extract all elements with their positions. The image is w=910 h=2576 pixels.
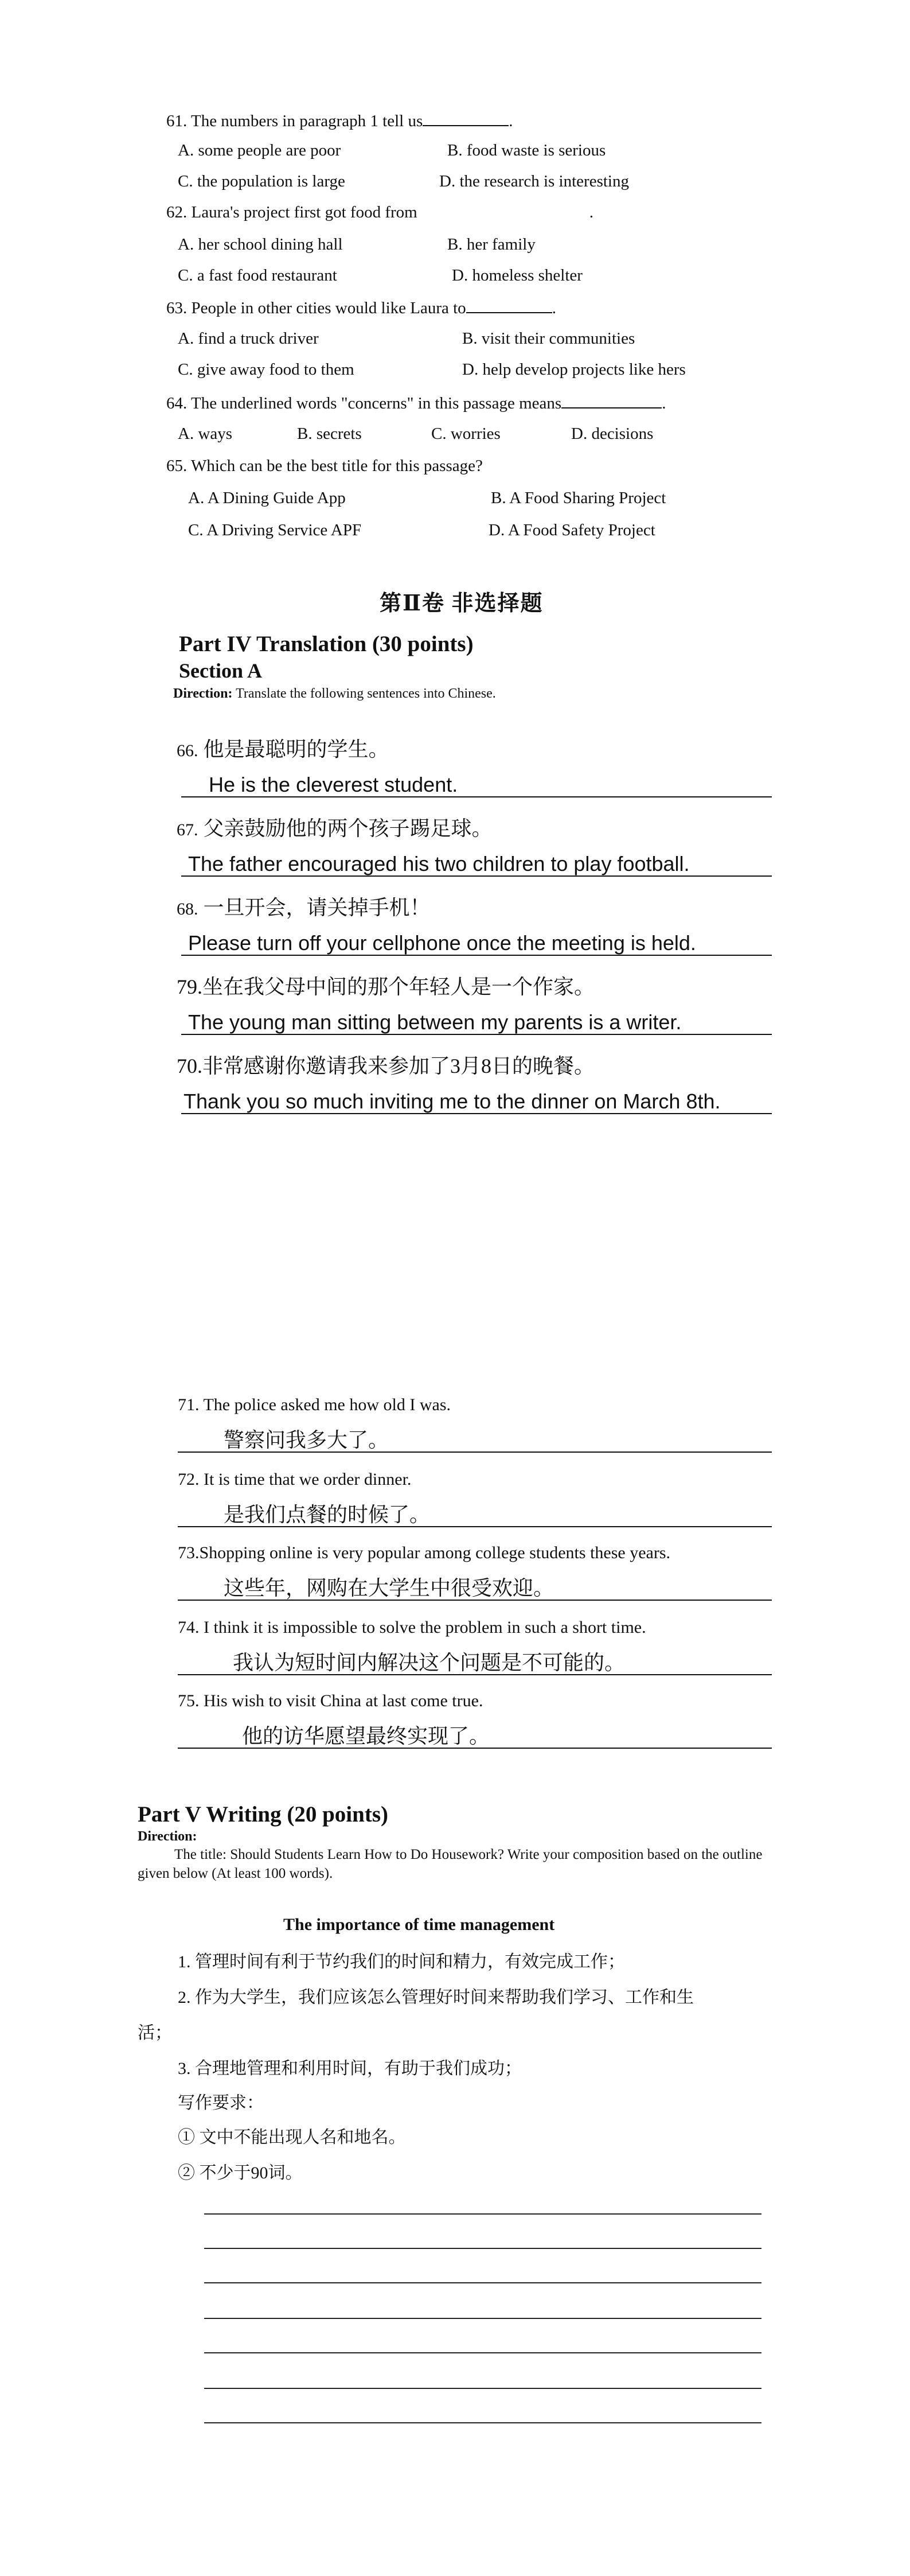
option-b[interactable]: B. A Food Sharing Project [491,489,666,507]
question-stem: 62. Laura's project first got food from . [166,203,593,221]
writing-requirement-1: ① 文中不能出现人名和地名。 [178,2128,406,2147]
outline-item-2: 2. 作为大学生，我们应该怎么管理好时间来帮助我们学习、工作和生 [178,1988,694,2007]
option-a[interactable]: A. ways [178,425,233,443]
translation-question: 75. His wish to visit China at last come true. [178,1691,483,1710]
option-b[interactable]: B. secrets [297,425,362,443]
translation-answer[interactable]: Thank you so much inviting me to the dinner on March 8th. [181,1089,772,1114]
option-c[interactable]: C. a fast food restaurant [178,266,337,285]
writing-line[interactable] [204,2318,761,2319]
translation-question: 67. 父亲鼓励他的两个孩子踢足球。 [177,817,493,840]
option-c[interactable]: C. give away food to them [178,360,354,379]
option-b[interactable]: B. visit their communities [462,329,635,348]
writing-subtitle: The importance of time management [283,1915,555,1934]
option-a[interactable]: A. some people are poor [178,141,341,159]
option-d[interactable]: D. the research is interesting [439,172,629,190]
translation-question: 66. 他是最聪明的学生。 [177,738,389,761]
part4-direction: Direction: Translate the following sentences into Chinese. [173,686,496,701]
question-stem: 64. The underlined words "concerns" in this passage means . [166,392,666,413]
option-d[interactable]: D. decisions [571,425,654,443]
answer-blank[interactable] [423,110,509,126]
writing-line[interactable] [204,2248,761,2249]
outline-item-2-cont: 活； [138,2024,172,2042]
translation-answer[interactable]: 是我们点餐的时候了。 [178,1502,772,1527]
option-a[interactable]: A. A Dining Guide App [188,489,346,507]
option-d[interactable]: D. homeless shelter [452,266,583,285]
option-d[interactable]: D. A Food Safety Project [489,521,655,539]
writing-line[interactable] [204,2422,761,2423]
option-a[interactable]: A. find a truck driver [178,329,319,348]
writing-line[interactable] [204,2352,761,2353]
part4-title: Part IV Translation (30 points) [179,632,474,656]
part5-title: Part V Writing (20 points) [138,1802,388,1827]
option-c[interactable]: C. the population is large [178,172,345,190]
translation-question: 79.坐在我父母中间的那个年轻人是一个作家。 [177,975,595,998]
translation-answer[interactable]: 我认为短时间内解决这个问题是不可能的。 [178,1650,772,1675]
outline-item-1: 1. 管理时间有利于节约我们的时间和精力，有效完成工作； [178,1952,625,1971]
option-c[interactable]: C. A Driving Service APF [188,521,362,539]
writing-line[interactable] [204,2388,761,2389]
question-stem: 61. The numbers in paragraph 1 tell us . [166,110,513,131]
question-stem: 63. People in other cities would like Laura to . [166,297,556,318]
option-a[interactable]: A. her school dining hall [178,235,343,254]
translation-question: 72. It is time that we order dinner. [178,1470,412,1489]
option-d[interactable]: D. help develop projects like hers [462,360,686,379]
translation-question: 73.Shopping online is very popular among college students these years. [178,1543,670,1562]
translation-answer[interactable]: The father encouraged his two children to play football. [181,851,772,877]
translation-answer[interactable]: The young man sitting between my parents is a writer. [181,1010,772,1035]
option-b[interactable]: B. food waste is serious [447,141,606,159]
question-stem: 65. Which can be the best title for this passage? [166,457,483,475]
translation-answer[interactable]: 他的访华愿望最终实现了。 [178,1723,772,1749]
writing-line[interactable] [204,2282,761,2283]
option-c[interactable]: C. worries [431,425,501,443]
part5-direction-label: Direction: [138,1829,197,1844]
translation-answer[interactable]: 这些年，网购在大学生中很受欢迎。 [178,1575,772,1601]
translation-question: 68. 一旦开会，请关掉手机！ [177,896,431,919]
answer-blank[interactable] [466,297,552,313]
translation-question: 70.非常感谢你邀请我来参加了3月8日的晚餐。 [177,1054,595,1077]
writing-requirement-2: ② 不少于90词。 [178,2163,303,2182]
volume-title: 第Ⅱ卷 非选择题 [380,592,544,616]
part5-direction-text: The title: Should Students Learn How to Do Housework? Write your composition based on the outline given below (At least 100 words). [138,1847,763,1881]
translation-answer[interactable]: Please turn off your cellphone once the meeting is held. [181,931,772,956]
writing-requirements-label: 写作要求： [178,2094,264,2112]
answer-blank[interactable] [561,392,662,408]
translation-answer[interactable]: He is the cleverest student. [181,772,772,797]
outline-item-3: 3. 合理地管理和利用时间，有助于我们成功； [178,2059,522,2078]
translation-question: 71. The police asked me how old I was. [178,1395,451,1414]
option-b[interactable]: B. her family [447,235,536,254]
section-a-title: Section A [179,659,263,682]
translation-answer[interactable]: 警察问我多大了。 [178,1427,772,1453]
translation-question: 74. I think it is impossible to solve the problem in such a short time. [178,1618,646,1637]
writing-line[interactable] [204,2213,761,2215]
